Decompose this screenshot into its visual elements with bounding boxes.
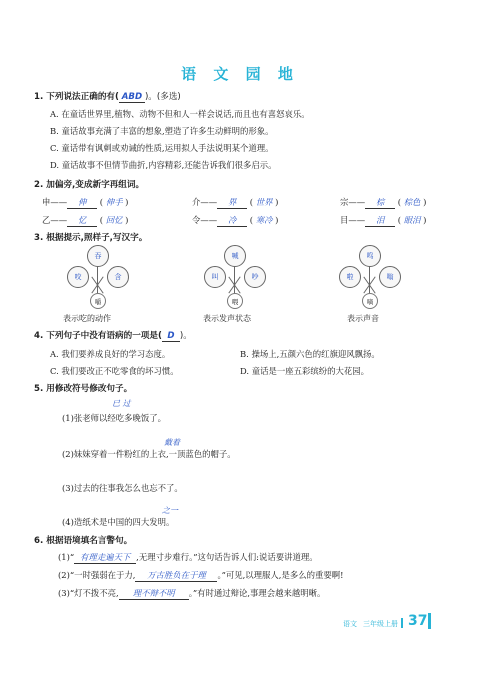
sentence-item: (3)过去的往事我怎么也忘不了。 [62, 483, 183, 493]
footer-bar [428, 613, 431, 629]
question-3 [34, 231, 147, 243]
question-number: 4. [34, 331, 44, 341]
flower-diagram [330, 245, 410, 320]
correction-mark: 已 过 [112, 399, 131, 408]
option-d: D. 童话故事不但情节曲折,内容精彩,还能告诉我们很多启示。 [50, 160, 277, 170]
footer-subject: 语文 [343, 620, 357, 628]
question-suffix: )。 [179, 331, 192, 341]
question-prompt: 下列句子中没有语病的一项是( [46, 331, 162, 341]
sentence-item: (2)妹妹穿着一件粉红的上衣,一顶蓝色的帽子。 [62, 449, 236, 459]
question-number: 5. [34, 384, 44, 394]
quote-item: (2)“一时强弱在于力, 万古胜负在于理 。”可见,以理服人,是多么的重要啊! [58, 570, 344, 580]
sentence-item: (4)造纸术是中国的四大发明。 [62, 517, 175, 527]
question-prompt: 加偏旁,变成新字再组词。 [46, 180, 145, 190]
page-title: 语 文 园 地 [181, 65, 299, 83]
question-prompt: 下列说法正确的有( [46, 92, 119, 102]
question-suffix: )。(多选) [144, 92, 181, 102]
petal: 咬 [67, 266, 89, 288]
radical-item: 乙—— 忆 ( 回忆 ) [42, 215, 129, 225]
handwritten-answer: ABD [119, 92, 145, 103]
flower-diagram [195, 245, 275, 320]
flower-center: 嚼 [90, 293, 106, 309]
flower-center: 嘀 [362, 293, 378, 309]
petal: 叫 [204, 266, 226, 288]
question-prompt: 用修改符号修改句子。 [46, 384, 133, 394]
petal: 含 [107, 266, 129, 288]
option-a: A. 我们要养成良好的学习态度。 [50, 349, 171, 359]
question-4 [34, 329, 192, 342]
correction-mark: 之一 [162, 506, 178, 515]
question-number: 3. [34, 233, 44, 243]
question-5 [34, 382, 132, 394]
option-d: D. 童话是一座五彩缤纷的大花园。 [240, 366, 369, 376]
radical-item: 申—— 伸 ( 伸手 ) [42, 197, 129, 207]
flower-caption: 表示吃的动作 [63, 314, 111, 323]
question-prompt: 根据语境填名言警句。 [46, 536, 133, 546]
flower-center: 喂 [227, 293, 243, 309]
option-b: B. 操场上,五颜六色的红旗迎风飘扬。 [240, 349, 380, 359]
radical-item: 目—— 泪 ( 眼泪 ) [340, 215, 427, 225]
option-a: A. 在童话世界里,植物、动物不但和人一样会说话,而且也有喜怒哀乐。 [50, 109, 310, 119]
petal: 喊 [224, 245, 246, 267]
radical-item: 宗—— 棕 ( 棕色 ) [340, 197, 427, 207]
petal: 啦 [339, 266, 361, 288]
flower-diagram [58, 245, 138, 320]
handwritten-answer: D [162, 331, 180, 342]
option-b: B. 童话故事充满了丰富的想象,塑造了许多生动鲜明的形象。 [50, 126, 274, 136]
footer-divider [401, 618, 403, 628]
petal: 嗡 [379, 266, 401, 288]
question-2 [34, 178, 144, 190]
page-number: 37 [408, 613, 428, 629]
question-number: 1. [34, 92, 44, 102]
footer-grade: 三年级上册 [363, 620, 398, 628]
radical-item: 介—— 界 ( 世界 ) [192, 197, 279, 207]
flower-caption: 表示发声状态 [203, 314, 251, 323]
quote-item: (1)“ 有理走遍天下 ,无理寸步难行。”这句话告诉人们:说话要讲道理。 [58, 552, 318, 562]
question-prompt: 根据提示,照样子,写汉字。 [46, 233, 148, 243]
option-c: C. 我们要改正不吃零食的坏习惯。 [50, 366, 179, 376]
question-number: 6. [34, 536, 44, 546]
quote-item: (3)“灯不拨不亮, 理不辩不明 。”有时通过辩论,事理会越来越明晰。 [58, 588, 326, 598]
question-6 [34, 534, 132, 546]
sentence-item: (1)张老师以经吃多晚饭了。 [62, 413, 166, 423]
petal: 吞 [87, 245, 109, 267]
question-1 [34, 90, 181, 103]
flower-caption: 表示声音 [347, 314, 379, 323]
petal: 吵 [244, 266, 266, 288]
petal: 鸣 [359, 245, 381, 267]
radical-item: 令—— 冷 ( 寒冷 ) [192, 215, 279, 225]
option-c: C. 童话带有讽刺或劝诫的性质,运用拟人手法说明某个道理。 [50, 143, 274, 153]
question-number: 2. [34, 180, 44, 190]
correction-mark: 戴着 [164, 438, 180, 447]
